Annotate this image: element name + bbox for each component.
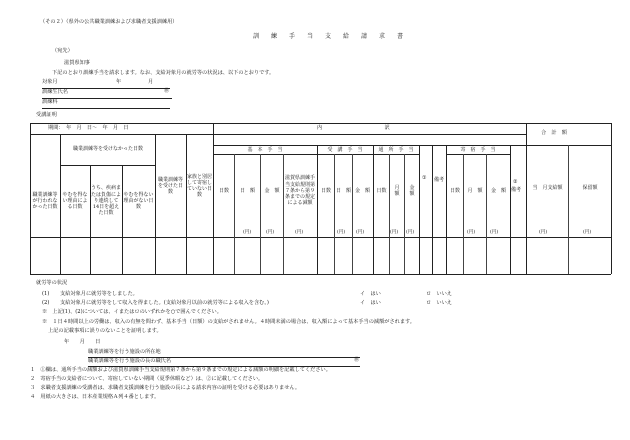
work-item-2-no: (2): [42, 300, 50, 306]
note2-mark: ②: [513, 179, 518, 185]
basic-amount: 金 額: [264, 187, 280, 194]
intro-text: 下記のとおり訓練手当を請求します。なお、支給対象月の就労等の状況は、以下のとおりです。: [52, 70, 275, 76]
addressee: 滋賀県知事: [64, 60, 90, 66]
boarding-monthly: 月 額: [467, 187, 483, 194]
commute-monthly-yen: (円): [390, 230, 399, 235]
lecture-days: 日数: [320, 187, 331, 194]
work-item-1-text: 支給対象月に就労等をしました。: [60, 291, 138, 297]
facility-seal: ㊞: [354, 357, 360, 363]
basic-allowance-header: 基 本 手 当: [247, 146, 283, 153]
work-item-2-yes[interactable]: イ はい: [360, 300, 381, 306]
col-illness: うち、疾病または負傷により連続して14日を超えた日数: [91, 185, 122, 217]
commute-amount: 金 額: [409, 184, 420, 197]
total-label: 合 計 額: [541, 130, 567, 136]
course-label: 訓練科: [42, 99, 58, 105]
basic-reduction-yen: (円): [295, 230, 304, 235]
boarding-days: 日数: [449, 187, 460, 194]
commute-monthly: 月 額: [394, 184, 405, 197]
lecture-daily: 日 額: [335, 187, 351, 194]
work-item-1-no-option[interactable]: ロ いいえ: [426, 291, 452, 297]
lecture-amount: 金 額: [354, 187, 370, 194]
basic-daily: 日 額: [239, 187, 255, 194]
basic-amount-yen: (円): [266, 230, 275, 235]
work-status-heading: 就労等の状況: [36, 280, 68, 286]
basic-days: 日数: [218, 187, 229, 194]
certify-date: 年 月 日: [64, 339, 101, 345]
trainee-seal: ㊞: [164, 88, 170, 94]
lecture-daily-yen: (円): [337, 230, 346, 235]
basic-reduction: 滋賀県訓練手当支給規則第７条から第９条までの規定による減額: [284, 175, 315, 207]
lecture-amount-yen: (円): [356, 230, 365, 235]
month-payment: 当 月支給額: [532, 185, 563, 192]
col-no-reason: やむを得ない理由がない日数: [123, 191, 154, 211]
addressee-label: （宛先）: [52, 48, 73, 54]
trainee-name-label: 訓練生氏名: [42, 89, 68, 95]
col-not-taken: 職業訓練等を受けなかった日数: [72, 146, 143, 153]
note1-label: 備考: [434, 177, 445, 183]
col-received-days: 職業訓練等を受けた日数: [157, 176, 183, 196]
work-item-1-yes[interactable]: イ はい: [360, 291, 381, 297]
boarding-amount: 金 額: [490, 187, 506, 194]
commute-days: 日数: [376, 187, 387, 194]
target-month-label: 対象月: [42, 79, 58, 85]
commute-amount-yen: (円): [406, 230, 415, 235]
col-unavoidable: やむを得ない理由による日数: [62, 191, 88, 211]
footnote-1: １ ①欄は、通所手当の減額および滋賀県訓練手当支給規則第７条から第９条までの規定による減額の明細を記載してください。: [30, 367, 331, 373]
note2-label: 備考: [511, 187, 522, 193]
commute-allowance-header: 通 所 手 当: [378, 146, 414, 153]
breakdown-label: 内 訳: [317, 125, 390, 131]
col-absent-days: 職業訓練等が行われなかった日数: [32, 191, 58, 211]
work-item-2-text: 支給対象月に就労等をして収入を得ました。(支給対象月以前の就労等による収入を含む。): [60, 300, 269, 306]
footnote-4: ４ 用紙の大きさは、日本産業規格Ａ列４番とします。: [30, 394, 160, 400]
footnote-2: ２ 寄宿手当の支給者について、寄宿していない期間（夏季休暇など）は、②に記載してください。: [30, 376, 264, 382]
reserved-amount: 保留額: [582, 185, 598, 192]
reserved-yen: (円): [583, 230, 592, 235]
work-item-1-no: (1): [42, 291, 50, 297]
facility-location-label: 職業訓練等を行う施設の所在地: [88, 349, 161, 355]
note1-mark: ①: [422, 175, 427, 181]
lecture-allowance-header: 受 講 手 当: [327, 146, 363, 153]
month-payment-yen: (円): [539, 230, 548, 235]
boarding-allowance-header: 寄 宿 手 当: [460, 146, 496, 153]
boarding-amount-yen: (円): [490, 230, 499, 235]
form-number: （その２）（県外の公共職業訓練および求職者支援訓練用）: [40, 19, 178, 25]
proof-label: 受講証明: [36, 112, 57, 118]
note-star-2: ※ １日４時間以上の労働は、収入の有無を問わず、基本手当（日額）の支給がされません。４時間未満の場合は、収入額によって基本手当の減額がされます。: [42, 319, 415, 325]
period-label: 期間： 年 月 日～ 年 月 日: [48, 125, 129, 131]
certify-text: 上記の記載事項に誤りのないことを証明します。: [48, 328, 162, 334]
basic-daily-yen: (円): [243, 230, 252, 235]
note-star-1: ※ 上記(1)、(2)については、イまたはロのいずれかを○で囲んでください。: [42, 309, 222, 315]
work-item-2-no-option[interactable]: ロ いいえ: [426, 300, 452, 306]
target-year-unit: 年: [116, 79, 122, 85]
boarding-monthly-yen: (円): [467, 230, 476, 235]
facility-head-label: 職業訓練等を行う施設の長の職氏名: [88, 358, 172, 364]
footnote-3: ３ 求職者支援訓練の受講者は、求職者支援訓練を行う施設の長による請求内容の証明を受ける必要はありません。: [30, 385, 301, 391]
form-title: 訓 練 手 当 支 給 請 求 書: [253, 33, 407, 40]
col-family-days: 家族と別居して寄宿していない日数: [187, 173, 213, 199]
target-month-unit: 月: [148, 79, 154, 85]
